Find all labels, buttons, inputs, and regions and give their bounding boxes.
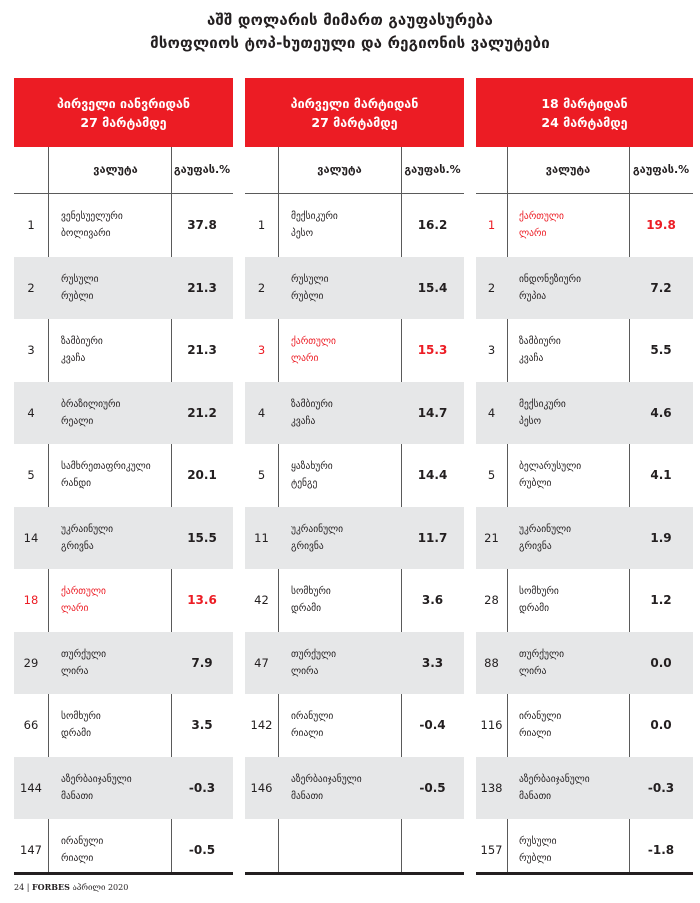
table-row — [245, 382, 464, 445]
currency-cell: მექსიკური პესო — [291, 211, 338, 240]
rank-cell: 47 — [254, 655, 269, 670]
rank-cell: 1 — [257, 218, 266, 233]
percent-cell: 14.4 — [417, 468, 448, 483]
currency-cell: უკრაინული გრივნა — [519, 523, 572, 552]
currency-cell: სომხური დრამი — [291, 586, 331, 615]
percent-cell: -0.5 — [188, 843, 216, 858]
rank-cell — [245, 819, 278, 882]
period-line-2: 24 მარტამდე — [541, 114, 628, 130]
percent-cell: 7.9 — [191, 655, 213, 670]
rank-cell: 138 — [480, 780, 503, 795]
table-row — [245, 819, 464, 882]
rank-cell: 18 — [23, 593, 39, 608]
currency-cell: რუსული რუბლი — [61, 273, 99, 302]
currency-cell: თურქული ლირა — [519, 648, 564, 677]
rank-cell: 88 — [484, 655, 499, 670]
table-row — [476, 694, 693, 757]
rank-cell: 66 — [23, 718, 39, 733]
column-header-currency: ვალუტა — [545, 163, 591, 176]
table-row — [245, 694, 464, 757]
percent-cell: 7.2 — [650, 280, 672, 295]
rank-cell: 1 — [27, 218, 35, 233]
currency-cell: ირანული რიალი — [519, 711, 562, 740]
currency-cell: ბელარუსული რუბლი — [519, 461, 582, 490]
page-footer — [14, 882, 128, 892]
rank-cell: 1 — [487, 218, 496, 233]
rank-cell: 3 — [27, 343, 35, 358]
table-row — [14, 819, 233, 882]
table-row — [14, 569, 233, 632]
percent-cell: 4.6 — [650, 405, 672, 420]
rank-cell: 116 — [480, 718, 503, 733]
percent-cell: 13.6 — [187, 593, 217, 608]
period-line-2: 27 მარტამდე — [311, 114, 398, 130]
currency-cell: ქართული ლარი — [61, 586, 106, 615]
percent-cell: -0.3 — [647, 780, 675, 795]
currency-cell: ირანული რიალი — [61, 836, 104, 865]
period-line-1: პირველი იანვრიდან — [57, 95, 190, 111]
table-panel-1 — [14, 78, 233, 875]
table-row — [476, 319, 693, 382]
percent-cell: -1.8 — [647, 843, 675, 858]
currency-cell: ზამბიური კვაჩა — [519, 336, 561, 365]
rank-cell: 5 — [27, 468, 35, 483]
currency-cell: თურქული ლირა — [291, 648, 336, 677]
percent-cell: 4.1 — [650, 468, 672, 483]
rank-cell: 5 — [487, 468, 496, 483]
footer-separator: | — [26, 883, 30, 892]
column-header-percent: გაუფას.% — [404, 163, 461, 176]
table-row — [245, 319, 464, 382]
column-header-percent: გაუფას.% — [632, 163, 690, 176]
currency-cell: ქართული ლარი — [291, 336, 336, 365]
table-row — [476, 757, 693, 820]
percent-cell: 0.0 — [650, 655, 672, 670]
currency-cell: სომხური დრამი — [61, 711, 101, 740]
table-row — [476, 569, 693, 632]
currency-cell: რუსული რუბლი — [519, 836, 557, 865]
period-header — [14, 78, 233, 147]
column-header-row — [14, 147, 233, 194]
table-panel-2 — [245, 78, 464, 875]
table-row — [476, 444, 693, 507]
column-header-percent: გაუფას.% — [173, 163, 231, 176]
currency-cell: სომხური დრამი — [519, 586, 559, 615]
magazine-brand: FORBES — [31, 882, 70, 892]
percent-cell: 1.2 — [650, 593, 672, 608]
percent-cell — [401, 819, 464, 882]
rank-cell: 4 — [257, 405, 266, 420]
period-line-2: 27 მარტამდე — [80, 114, 167, 130]
rank-cell: 146 — [250, 780, 273, 795]
percent-cell: 3.5 — [191, 718, 213, 733]
table-row — [476, 819, 693, 882]
page-subtitle: მსოფლიოს ტოპ-ხუთეული და რეგიონის ვალუტები — [150, 34, 550, 52]
currency-cell: რუსული რუბლი — [291, 273, 329, 302]
rank-cell: 21 — [484, 530, 499, 545]
rank-cell: 3 — [487, 343, 496, 358]
period-line-1: 18 მარტიდან — [541, 95, 628, 111]
table-row — [14, 194, 233, 257]
rank-cell: 147 — [20, 843, 42, 858]
currency-cell: აზერბაიჯანული მანათი — [61, 773, 132, 802]
table-body — [14, 194, 233, 872]
currency-cell: ქართული ლარი — [519, 211, 564, 240]
percent-cell: -0.5 — [419, 780, 446, 795]
currency-cell: ბრაზილიური რეალი — [61, 398, 121, 427]
currency-cell — [291, 819, 401, 882]
currency-cell: ირანული რიალი — [291, 711, 334, 740]
percent-cell: 21.3 — [187, 343, 217, 358]
rank-cell: 5 — [257, 468, 266, 483]
table-row — [476, 382, 693, 445]
table-panel-3 — [476, 78, 693, 875]
percent-cell: -0.3 — [188, 780, 216, 795]
percent-cell: 11.7 — [417, 530, 448, 545]
percent-cell: -0.4 — [419, 718, 446, 733]
percent-cell: 14.7 — [417, 405, 448, 420]
currency-cell: უკრაინული გრივნა — [61, 523, 114, 552]
table-row — [14, 507, 233, 570]
table-row — [14, 632, 233, 695]
currency-cell: თურქული ლირა — [61, 648, 106, 677]
table-row — [245, 257, 464, 320]
percent-cell: 0.0 — [650, 718, 672, 733]
rank-cell: 2 — [27, 280, 35, 295]
period-header — [476, 78, 693, 147]
currency-cell: აზერბაიჯანული მანათი — [519, 773, 590, 802]
period-header — [245, 78, 464, 147]
page-title: აშშ დოლარის მიმართ გაუფასურება — [206, 11, 494, 29]
rank-cell: 142 — [250, 718, 273, 733]
table-body — [245, 194, 464, 872]
table-row — [14, 257, 233, 320]
table-row — [14, 757, 233, 820]
rank-cell: 2 — [487, 280, 496, 295]
percent-cell: 21.2 — [187, 405, 217, 420]
percent-cell: 1.9 — [650, 530, 672, 545]
table-row — [14, 694, 233, 757]
rank-cell: 4 — [487, 405, 496, 420]
currency-cell: ზამბიური კვაჩა — [291, 398, 333, 427]
percent-cell: 37.8 — [187, 218, 217, 233]
table-row — [245, 507, 464, 570]
rank-cell: 4 — [27, 405, 35, 420]
rank-cell: 14 — [23, 530, 39, 545]
currency-cell: ზამბიური კვაჩა — [61, 336, 103, 365]
rank-cell: 3 — [257, 343, 266, 358]
table-row — [245, 444, 464, 507]
table-row — [14, 319, 233, 382]
table-row — [476, 194, 693, 257]
column-header-currency: ვალუტა — [317, 163, 362, 176]
table-row — [476, 507, 693, 570]
currency-cell: უკრაინული გრივნა — [291, 523, 344, 552]
percent-cell: 20.1 — [187, 468, 217, 483]
table-row — [14, 444, 233, 507]
rank-cell: 157 — [480, 843, 503, 858]
table-row — [245, 569, 464, 632]
rank-cell: 42 — [254, 593, 269, 608]
column-header-row — [476, 147, 693, 194]
percent-cell: 3.3 — [421, 655, 444, 670]
percent-cell: 3.6 — [421, 593, 444, 608]
table-body — [476, 194, 693, 872]
table-row — [476, 632, 693, 695]
percent-cell: 5.5 — [650, 343, 672, 358]
rank-cell: 144 — [20, 780, 42, 795]
rank-cell: 29 — [23, 655, 39, 670]
period-line-1: პირველი მარტიდან — [290, 95, 419, 111]
rank-cell: 2 — [257, 280, 266, 295]
table-row — [476, 257, 693, 320]
currency-cell: ინდონეზიური რუპია — [519, 273, 582, 302]
percent-cell: 19.8 — [646, 218, 676, 233]
table-row — [245, 194, 464, 257]
currency-cell: აზერბაიჯანული მანათი — [291, 773, 362, 802]
rank-cell: 11 — [254, 530, 269, 545]
table-row — [245, 632, 464, 695]
rank-cell: 28 — [484, 593, 499, 608]
currency-cell: ყაზახური ტენგე — [291, 461, 333, 490]
table-row — [14, 382, 233, 445]
table-row — [245, 757, 464, 820]
percent-cell: 21.3 — [187, 280, 217, 295]
currency-cell: ვენესუელური ბოლივარი — [61, 211, 123, 240]
percent-cell: 15.5 — [187, 530, 217, 545]
currency-cell: სამხრეთაფრიკული რანდი — [61, 461, 151, 490]
currency-cell: მექსიკური პესო — [519, 398, 566, 427]
page-number: 24 — [14, 883, 25, 892]
percent-cell: 16.2 — [417, 218, 448, 233]
percent-cell: 15.3 — [417, 343, 448, 358]
percent-cell: 15.4 — [417, 280, 448, 295]
column-header-currency: ვალუტა — [93, 163, 138, 176]
issue-date: აპრილი 2020 — [72, 883, 129, 892]
